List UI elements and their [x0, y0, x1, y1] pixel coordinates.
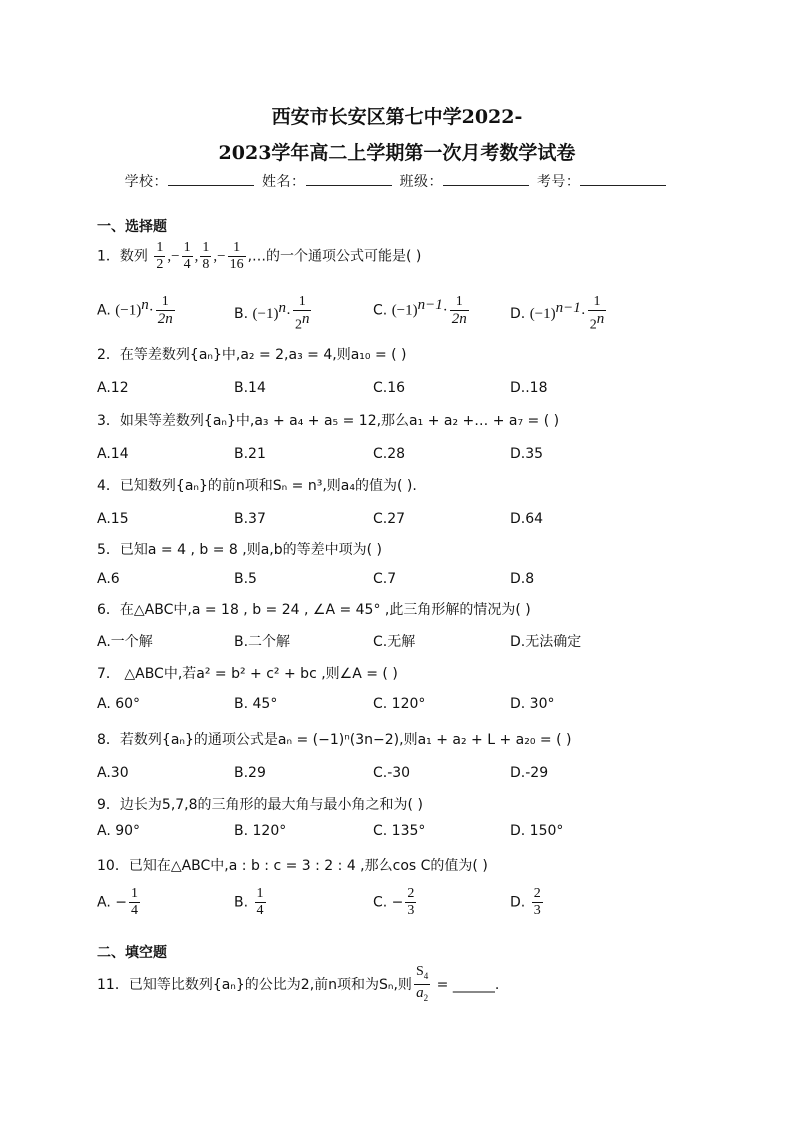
exam-number-blank[interactable]: [580, 173, 666, 186]
q1-term-1: $\frac{1}{2}$: [156, 240, 164, 272]
q2-option-a[interactable]: A.12: [97, 380, 129, 396]
question-9: 9．边长为5,7,8的三角形的最大角与最小角之和为( ): [97, 797, 423, 813]
q6-option-d[interactable]: D.无法确定: [510, 634, 582, 650]
question-3: 3．如果等差数列{aₙ}中,a₃ + a₄ + a₅ = 12,那么a₁ + a₂ +… + a₇ = ( ): [97, 413, 560, 429]
question-4: 4．已知数列{aₙ}的前n项和Sₙ = n³,则a₄的值为( ).: [97, 478, 417, 494]
q8-option-a[interactable]: A.30: [97, 765, 129, 781]
q7-option-d[interactable]: D. 30°: [510, 696, 555, 712]
exam-title-line1: 西安市长安区第七中学2022-: [271, 106, 523, 128]
exam-title-line2: 2023学年高二上学期第一次月考数学试卷: [218, 142, 576, 164]
q1-option-a[interactable]: A. $(-1)^n\cdot$ $\frac{1}{2n}$: [97, 294, 173, 327]
q8-option-b[interactable]: B.29: [234, 765, 266, 781]
q5-option-a[interactable]: A.6: [97, 571, 120, 587]
q10-option-c[interactable]: C. − $\frac{2}{3}$: [373, 886, 415, 918]
q1-number: 1．: [97, 248, 120, 265]
q11-text: 11．已知等比数列{aₙ}的公比为2,前n项和为Sₙ,则: [97, 976, 412, 993]
class-blank[interactable]: [443, 173, 529, 186]
q6-option-b[interactable]: B.二个解: [234, 634, 291, 650]
q1-term-3: $\frac{1}{8}$: [202, 240, 210, 272]
question-6: 6．在△ABC中,a = 18 , b = 24 , ∠A = 45° ,此三角形解的情况为( ): [97, 602, 531, 618]
q9-option-a[interactable]: A. 90°: [97, 823, 141, 839]
section-fill-heading: 二、填空题: [97, 945, 167, 961]
name-label: 姓名：: [262, 174, 306, 190]
q9-options: [97, 823, 737, 853]
q3-option-c[interactable]: C.28: [373, 446, 406, 462]
class-label: 班级：: [399, 174, 443, 190]
question-5: 5．已知a = 4 , b = 8 ,则a,b的等差中项为( ): [97, 542, 382, 558]
q10-option-d[interactable]: D. $\frac{2}{3}$: [510, 886, 541, 918]
q11-fraction: $\frac{S_4}{a_2}$: [415, 964, 429, 1003]
q2-option-b[interactable]: B.14: [234, 380, 266, 396]
q7-option-c[interactable]: C. 120°: [373, 696, 426, 712]
q10-option-a[interactable]: A. − $\frac{1}{4}$: [97, 886, 138, 918]
q8-option-d[interactable]: D.-29: [510, 765, 549, 781]
q8-option-c[interactable]: C.-30: [373, 765, 411, 781]
question-1: 1．数列 $\frac{1}{2}$ ,− $\frac{1}{4}$ , $\frac{1}{8}$ ,− $\frac{1}{16}$ ,…的一个通项公式可能是( ): [97, 240, 422, 272]
q9-option-d[interactable]: D. 150°: [510, 823, 564, 839]
q3-option-a[interactable]: A.14: [97, 446, 129, 462]
q4-option-d[interactable]: D.64: [510, 511, 544, 527]
q5-option-c[interactable]: C.7: [373, 571, 397, 587]
name-blank[interactable]: [306, 173, 392, 186]
q4-option-b[interactable]: B.37: [234, 511, 266, 527]
q8-options: [97, 765, 737, 795]
question-2: 2．在等差数列{aₙ}中,a₂ = 2,a₃ = 4,则a₁₀ = ( ): [97, 347, 407, 363]
question-11: [97, 964, 499, 1006]
q4-option-c[interactable]: C.27: [373, 511, 406, 527]
school-label: 学校：: [124, 174, 169, 190]
q1-suffix: ,…的一个通项公式可能是( ): [247, 248, 422, 265]
q1-option-b[interactable]: B. $(-1)^n\cdot$ $\frac{1}{2^n}$: [234, 294, 310, 333]
question-7: 7． △ABC中,若a² = b² + c² + bc ,则∠A = ( ): [97, 666, 398, 682]
q4-options: [97, 511, 737, 541]
question-8: 8．若数列{aₙ}的通项公式是aₙ = (−1)ⁿ(3n−2),则a₁ + a₂ + L + a₂₀ = ( ): [97, 732, 572, 748]
q3-options: [97, 446, 737, 476]
q10-option-b[interactable]: B. $\frac{1}{4}$: [234, 886, 264, 918]
q9-option-c[interactable]: C. 135°: [373, 823, 426, 839]
q5-option-b[interactable]: B.5: [234, 571, 257, 587]
q6-option-c[interactable]: C.无解: [373, 634, 416, 650]
school-blank[interactable]: [168, 173, 254, 186]
q6-options: [97, 631, 737, 661]
q2-options: [97, 380, 737, 410]
q1-prefix: 数列: [119, 248, 148, 265]
q1-term-4: $\frac{1}{16}$: [229, 240, 244, 272]
q1-term-2: $\frac{1}{4}$: [183, 240, 191, 272]
q7-option-b[interactable]: B. 45°: [234, 696, 278, 712]
q3-option-d[interactable]: D.35: [510, 446, 544, 462]
section-choice-heading: 一、选择题: [97, 219, 167, 235]
q4-option-a[interactable]: A.15: [97, 511, 129, 527]
student-info-row: [0, 171, 794, 191]
q6-option-a[interactable]: A.一个解: [97, 634, 153, 650]
q2-option-d[interactable]: D..18: [510, 380, 548, 396]
q5-options: [97, 571, 737, 601]
q11-answer-blank[interactable]: = ______.: [432, 976, 500, 993]
q5-option-d[interactable]: D.8: [510, 571, 535, 587]
q10-options: [97, 886, 737, 916]
q7-option-a[interactable]: A. 60°: [97, 696, 141, 712]
q7-options: [97, 696, 737, 726]
q1-option-d[interactable]: D. $(-1)^{n-1}\cdot$ $\frac{1}{2^n}$: [510, 294, 605, 333]
q3-option-b[interactable]: B.21: [234, 446, 266, 462]
q2-option-c[interactable]: C.16: [373, 380, 406, 396]
exam-number-label: 考号：: [536, 174, 581, 190]
q1-option-c[interactable]: C. $(-1)^{n-1}\cdot$ $\frac{1}{2n}$: [373, 294, 467, 327]
q1-options: [97, 294, 737, 333]
q9-option-b[interactable]: B. 120°: [234, 823, 287, 839]
question-10: 10．已知在△ABC中,a : b : c = 3 : 2 : 4 ,那么cos C的值为( ): [97, 858, 488, 874]
